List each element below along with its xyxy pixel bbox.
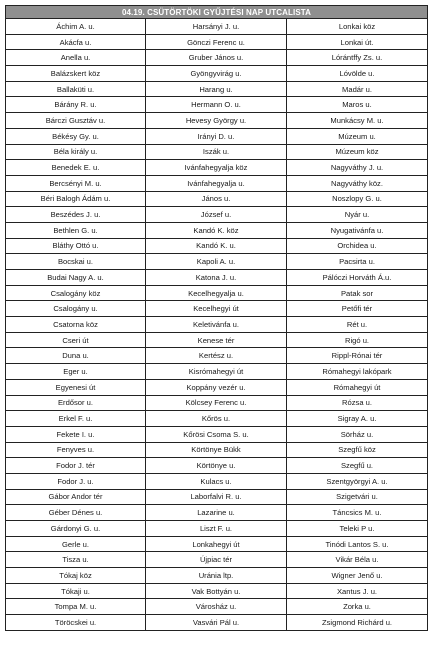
table-row [6,615,428,631]
street-name-cell: Géber Dénes u. [6,505,146,521]
street-name-cell: Rét u. [287,317,428,333]
table-title: 04.19. CSÜTÖRTÖKI GYŰJTÉSI NAP UTCALISTA [6,6,428,19]
table-row [6,568,428,584]
street-name-cell: Wigner Jenő u. [287,568,428,584]
street-name-cell: Csatorna köz [6,317,146,333]
street-name-cell: Gábor Andor tér [6,489,146,505]
street-name-cell: Petőfi tér [287,301,428,317]
table-row [6,317,428,333]
street-name-cell: Csalogány köz [6,285,146,301]
street-list-table [5,5,428,631]
street-name-cell: Béla király u. [6,144,146,160]
table-row [6,364,428,380]
street-name-cell: Sörház u. [287,426,428,442]
street-name-cell: Liszt F. u. [146,521,287,537]
street-name-cell: Gruber János u. [146,50,287,66]
street-name-cell: Sigray A. u. [287,411,428,427]
street-name-cell: Hermann O. u. [146,97,287,113]
street-name-cell: Ballaküti u. [6,81,146,97]
street-name-cell: Zorka u. [287,599,428,615]
street-name-cell: Vak Bottyán u. [146,583,287,599]
table-row [6,379,428,395]
table-row [6,81,428,97]
table-row [6,426,428,442]
street-name-cell: Gönczi Ferenc u. [146,34,287,50]
street-name-cell: Fodor J. u. [6,473,146,489]
street-name-cell: Ivánfahegyalja u. [146,175,287,191]
street-name-cell: Kandó K. u. [146,238,287,254]
street-name-cell: Szegfű u. [287,458,428,474]
street-name-cell: Fodor J. tér [6,458,146,474]
street-name-cell: Gyöngyvirág u. [146,66,287,82]
table-row [6,473,428,489]
table-row [6,458,428,474]
street-name-cell: Cseri út [6,332,146,348]
street-name-cell: Duna u. [6,348,146,364]
street-name-cell: Vasvári Pál u. [146,615,287,631]
street-name-cell: Nagyváthy J. u. [287,160,428,176]
street-name-cell: Rómahegyi lakópark [287,364,428,380]
street-name-cell: Rippl-Rónai tér [287,348,428,364]
street-name-cell: Tókaji u. [6,583,146,599]
street-name-cell: Tompa M. u. [6,599,146,615]
table-row [6,270,428,286]
street-name-cell: Lórántffy Zs. u. [287,50,428,66]
table-row [6,583,428,599]
table-row [6,411,428,427]
street-name-cell: Bocskai u. [6,254,146,270]
street-name-cell: János u. [146,191,287,207]
street-name-cell: Kandó K. köz [146,222,287,238]
street-name-cell: Akácfa u. [6,34,146,50]
street-name-cell: Teleki P u. [287,521,428,537]
street-name-cell: Pálóczi Horváth Á.u. [287,270,428,286]
table-row [6,285,428,301]
street-name-cell: Tókaj köz [6,568,146,584]
street-name-cell: Kecelhegyi út [146,301,287,317]
street-name-cell: Kenese tér [146,332,287,348]
street-name-cell: Nagyváthy köz. [287,175,428,191]
street-name-cell: Szigetvári u. [287,489,428,505]
table-row [6,442,428,458]
table-row [6,175,428,191]
street-name-cell: Szentgyörgyi A. u. [287,473,428,489]
street-name-cell: Erkel F. u. [6,411,146,427]
table-row [6,521,428,537]
table-row [6,222,428,238]
table-row [6,599,428,615]
street-name-cell: Rigó u. [287,332,428,348]
street-name-cell: Xantus J. u. [287,583,428,599]
street-name-cell: Gerle u. [6,536,146,552]
street-name-cell: Lonkahegyi út [146,536,287,552]
street-name-cell: Harang u. [146,81,287,97]
street-name-cell: Fenyves u. [6,442,146,458]
street-name-cell: Táncsics M. u. [287,505,428,521]
table-row [6,332,428,348]
street-name-cell: Kecelhegyalja u. [146,285,287,301]
street-name-cell: Kulacs u. [146,473,287,489]
street-name-cell: Szegfű köz [287,442,428,458]
street-name-cell: Kisrómahegyi út [146,364,287,380]
table-header-row [6,6,428,19]
street-name-cell: Kertész u. [146,348,287,364]
table-row [6,395,428,411]
street-name-cell: Pacsirta u. [287,254,428,270]
table-row [6,160,428,176]
street-name-cell: Munkácsy M. u. [287,113,428,129]
street-name-cell: Balázskert köz [6,66,146,82]
street-name-cell: Kapoli A. u. [146,254,287,270]
street-name-cell: Eger u. [6,364,146,380]
table-row [6,191,428,207]
street-name-cell: Bárány R. u. [6,97,146,113]
street-name-cell: Tinódi Lantos S. u. [287,536,428,552]
street-name-cell: Rózsa u. [287,395,428,411]
street-name-cell: Múzeum u. [287,128,428,144]
street-name-cell: Körtönye Bükk [146,442,287,458]
street-name-cell: Anella u. [6,50,146,66]
table-row [6,50,428,66]
street-name-cell: Katona J. u. [146,270,287,286]
street-name-cell: Kölcsey Ferenc u. [146,395,287,411]
street-name-cell: Nyár u. [287,207,428,223]
street-name-cell: Koppány vezér u. [146,379,287,395]
street-name-cell: Keletivánfa u. [146,317,287,333]
street-name-cell: Zsigmond Richárd u. [287,615,428,631]
table-row [6,348,428,364]
street-name-cell: Múzeum köz [287,144,428,160]
table-row [6,301,428,317]
street-name-cell: Madár u. [287,81,428,97]
street-name-cell: Bláthy Ottó u. [6,238,146,254]
street-name-cell: Gárdonyi G. u. [6,521,146,537]
street-name-cell: Harsányi J. u. [146,19,287,35]
street-name-cell: Kőrös u. [146,411,287,427]
street-name-cell: Lazarine u. [146,505,287,521]
street-name-cell: Laborfalvi R. u. [146,489,287,505]
street-name-cell: Áchim A. u. [6,19,146,35]
table-body [6,19,428,631]
street-name-cell: Fekete I. u. [6,426,146,442]
street-name-cell: Töröcskei u. [6,615,146,631]
street-name-cell: Békésy Gy. u. [6,128,146,144]
street-name-cell: Noszlopy G. u. [287,191,428,207]
street-name-cell: Lonkai út. [287,34,428,50]
street-name-cell: József u. [146,207,287,223]
street-name-cell: Beszédes J. u. [6,207,146,223]
table-row [6,144,428,160]
street-name-cell: Városház u. [146,599,287,615]
table-row [6,489,428,505]
street-name-cell: Béri Balogh Ádám u. [6,191,146,207]
street-name-cell: Körtönye u. [146,458,287,474]
street-name-cell: Budai Nagy A. u. [6,270,146,286]
street-name-cell: Vikár Béla u. [287,552,428,568]
table-row [6,238,428,254]
table-row [6,66,428,82]
table-row [6,19,428,35]
table-row [6,34,428,50]
table-row [6,254,428,270]
street-name-cell: Csalogány u. [6,301,146,317]
street-name-cell: Rómahegyi út [287,379,428,395]
street-name-cell: Bárczi Gusztáv u. [6,113,146,129]
table-row [6,207,428,223]
street-name-cell: Tisza u. [6,552,146,568]
street-name-cell: Iszák u. [146,144,287,160]
street-name-cell: Lóvölde u. [287,66,428,82]
street-name-cell: Orchidea u. [287,238,428,254]
street-name-cell: Lonkai köz [287,19,428,35]
street-name-cell: Kőrösi Csoma S. u. [146,426,287,442]
table-row [6,552,428,568]
street-name-cell: Nyugativánfa u. [287,222,428,238]
table-row [6,505,428,521]
street-list-document [5,5,427,660]
street-name-cell: Bercsényi M. u. [6,175,146,191]
street-name-cell: Patak sor [287,285,428,301]
street-name-cell: Újpiac tér [146,552,287,568]
table-row [6,113,428,129]
street-name-cell: Irányi D. u. [146,128,287,144]
street-name-cell: Benedek E. u. [6,160,146,176]
street-name-cell: Hevesy György u. [146,113,287,129]
street-name-cell: Erdősor u. [6,395,146,411]
street-name-cell: Ivánfahegyalja köz [146,160,287,176]
street-name-cell: Uránia ltp. [146,568,287,584]
street-name-cell: Maros u. [287,97,428,113]
table-row [6,128,428,144]
table-row [6,97,428,113]
table-row [6,536,428,552]
street-name-cell: Bethlen G. u. [6,222,146,238]
street-name-cell: Egyenesi út [6,379,146,395]
